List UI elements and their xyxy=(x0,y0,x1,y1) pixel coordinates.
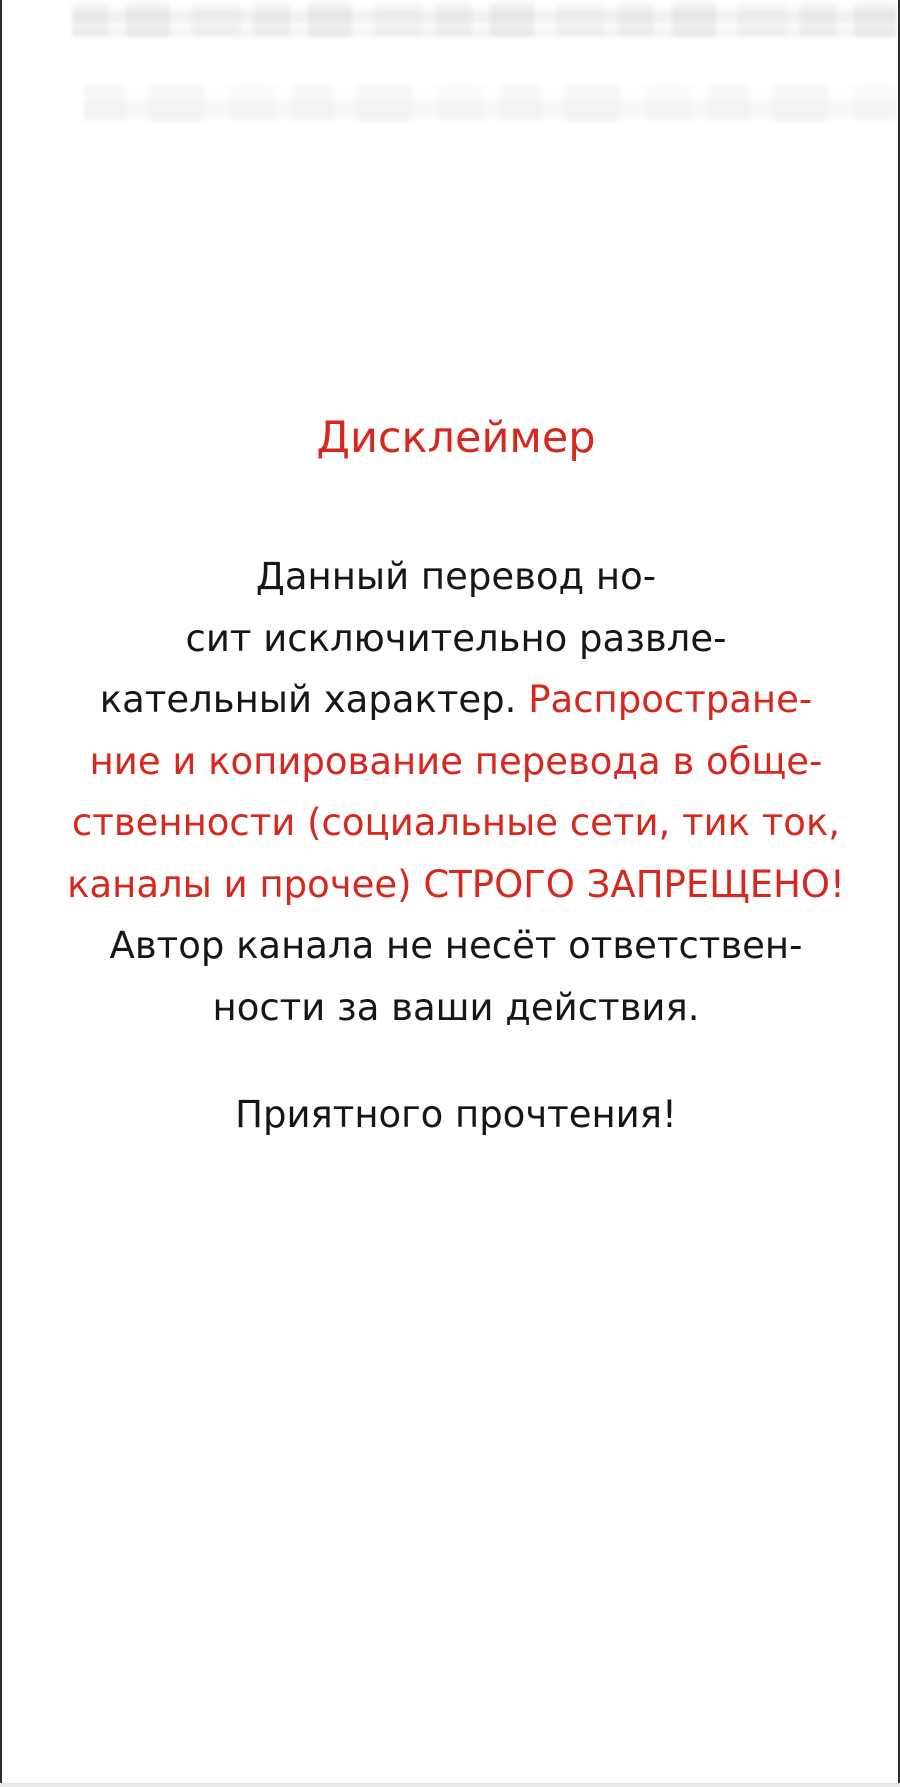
disclaimer-line xyxy=(12,731,900,793)
disclaimer-line xyxy=(12,669,900,731)
text-segment: Автор канала не несёт ответствен- xyxy=(109,924,803,967)
disclaimer-line xyxy=(12,915,900,977)
disclaimer-line xyxy=(12,608,900,670)
text-segment: Распростране- xyxy=(528,678,813,721)
text-segment: сит исключительно развле- xyxy=(185,616,727,660)
disclaimer-title: Дисклеймер xyxy=(316,413,596,463)
disclaimer-line xyxy=(12,792,900,854)
disclaimer-line xyxy=(12,854,900,916)
disclaimer-body xyxy=(12,546,900,1038)
text-segment: ности за ваши действия. xyxy=(212,985,700,1029)
text-segment: кательный характер. xyxy=(99,678,529,721)
text-segment: ственности (социальные сети, тик ток, xyxy=(71,801,841,844)
page-bottom-strip xyxy=(0,1783,900,1787)
disclaimer-line xyxy=(12,977,900,1039)
disclaimer-line xyxy=(12,546,900,608)
text-segment: ние и копирование перевода в обще- xyxy=(89,739,823,783)
text-segment: Данный перевод но- xyxy=(255,555,657,598)
text-segment: каналы и прочее) СТРОГО ЗАПРЕЩЕНО! xyxy=(67,862,845,906)
page-left-edge xyxy=(0,0,2,1784)
closing-line: Приятного прочтения! xyxy=(235,1093,677,1136)
